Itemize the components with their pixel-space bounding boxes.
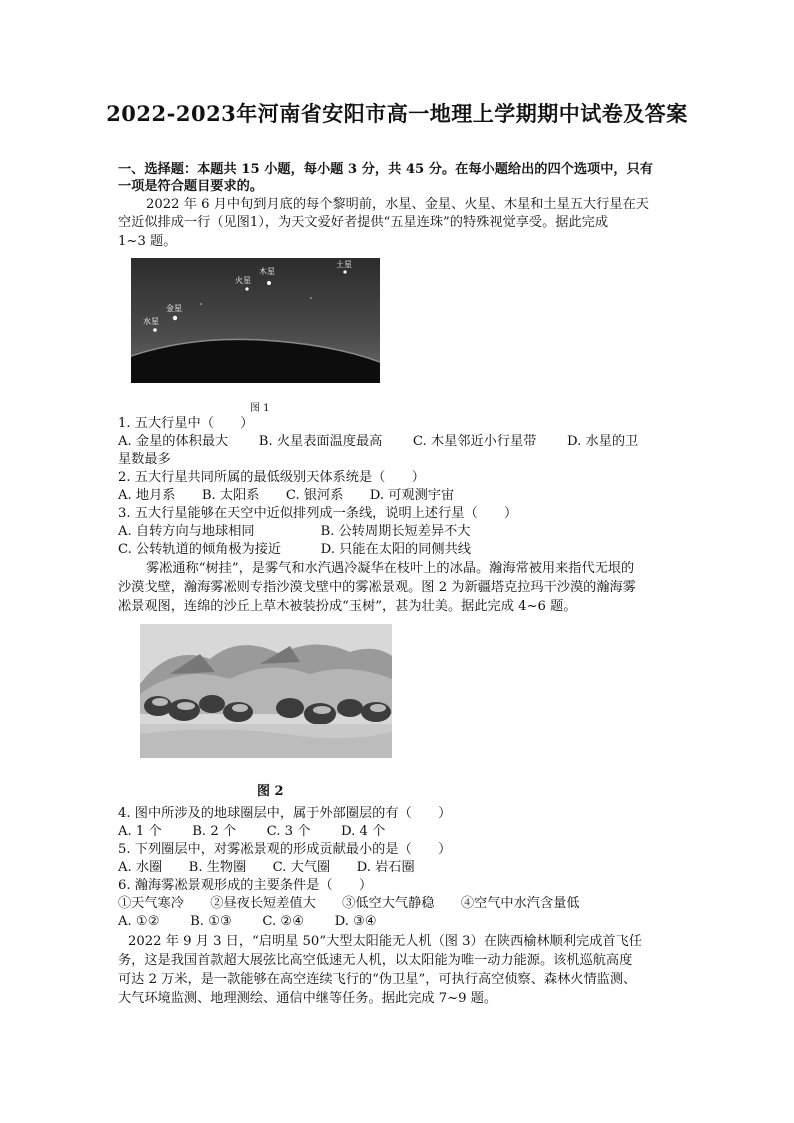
jupiter-label: 木星	[259, 267, 275, 276]
figure1-caption: 图 1	[250, 403, 270, 414]
q1-options-cont: 星数最多	[118, 452, 171, 467]
mercury-label: 水星	[143, 317, 159, 326]
q2-stem: 2. 五大行星共同所属的最低级别天体系统是（ ）	[118, 470, 425, 485]
passage3-line1: 2022 年 9 月 3 日，“启明星 50”大型太阳能无人机（图 3）在陕西榆林顺利完成首飞任	[128, 934, 642, 949]
mars-label: 火星	[235, 276, 251, 285]
section-heading-line2: 一项是符合题目要求的。	[118, 179, 264, 194]
venus-dot	[173, 316, 177, 320]
passage3-line3: 可达 2 万米，是一款能够在高空连续飞行的“伪卫星”，可执行高空侦察、森林火情监测、	[118, 972, 637, 987]
q6-options: A. ①② B. ①③ C. ②④ D. ③④	[118, 914, 377, 929]
q3-options-cd: C. 公转轨道的倾角极为接近 D. 只能在太阳的同侧共线	[118, 542, 471, 557]
figure2-desert-rime-image	[140, 624, 392, 758]
figure1-night-sky-image	[131, 258, 380, 383]
passage1-line2: 空近似排成一行（见图1），为天文爱好者提供“五星连珠”的特殊视觉享受。据此完成	[118, 215, 609, 230]
passage1-line3: 1~3 题。	[118, 234, 177, 249]
saturn-label: 土星	[336, 260, 352, 269]
q3-options-ab: A. 自转方向与地球相同 B. 公转周期长短差异不大	[118, 524, 471, 539]
q1-stem: 1. 五大行星中（ ）	[118, 416, 254, 431]
mercury-dot	[153, 328, 157, 332]
q4-stem: 4. 图中所涉及的地球圈层中，属于外部圈层的有（ ）	[118, 806, 452, 821]
q6-stem: 6. 瀚海雾凇景观形成的主要条件是（ ）	[118, 878, 373, 893]
q2-options: A. 地月系 B. 太阳系 C. 银河系 D. 可观测宇宙	[118, 488, 455, 503]
mars-dot	[245, 287, 248, 290]
q5-options: A. 水圈 B. 生物圈 C. 大气圈 D. 岩石圈	[118, 860, 415, 875]
venus-label: 金星	[166, 304, 182, 313]
figure2-caption: 图 2	[257, 784, 284, 799]
section-heading-line1: 一、选择题：本题共 15 小题，每小题 3 分，共 45 分。在每小题给出的四个选项中，只有	[118, 162, 653, 177]
q1-options: A. 金星的体积最大 B. 火星表面温度最高 C. 木星邻近小行星带 D. 水星的卫	[118, 434, 639, 449]
q6-conditions: ①天气寒冷 ②昼夜长短差值大 ③低空大气静稳 ④空气中水汽含量低	[118, 896, 580, 911]
passage2-line3: 凇景观图，连绵的沙丘上草木被装扮成“玉树”，甚为壮美。据此完成 4~6 题。	[118, 599, 577, 614]
passage3-line2: 务，这是我国首款超大展弦比高空低速无人机，以太阳能为唯一动力能源。该机巡航高度	[118, 953, 633, 968]
passage2-line1: 雾凇通称“树挂”，是雾气和水汽遇冷凝华在枝叶上的冰晶。瀚海常被用来指代无垠的	[146, 561, 635, 576]
q5-stem: 5. 下列圈层中，对雾凇景观的形成贡献最小的是（ ）	[118, 842, 452, 857]
q4-options: A. 1 个 B. 2 个 C. 3 个 D. 4 个	[118, 824, 386, 839]
jupiter-dot	[267, 281, 271, 285]
passage3-line4: 大气环境监测、地理测绘、通信中继等任务。据此完成 7~9 题。	[118, 991, 498, 1006]
saturn-dot	[343, 270, 346, 273]
passage1-line1: 2022 年 6 月中旬到月底的每个黎明前，水星、金星、火星、木星和土星五大行星在天	[146, 197, 649, 212]
passage2-line2: 沙漠戈壁，瀚海雾凇则专指沙漠戈壁中的雾凇景观。图 2 为新疆塔克拉玛干沙漠的瀚海雾	[118, 580, 636, 595]
page-title: 2022-2023年河南省安阳市高一地理上学期期中试卷及答案	[106, 101, 688, 126]
q3-stem: 3. 五大行星能够在天空中近似排列成一条线，说明上述行星（ ）	[118, 506, 518, 521]
